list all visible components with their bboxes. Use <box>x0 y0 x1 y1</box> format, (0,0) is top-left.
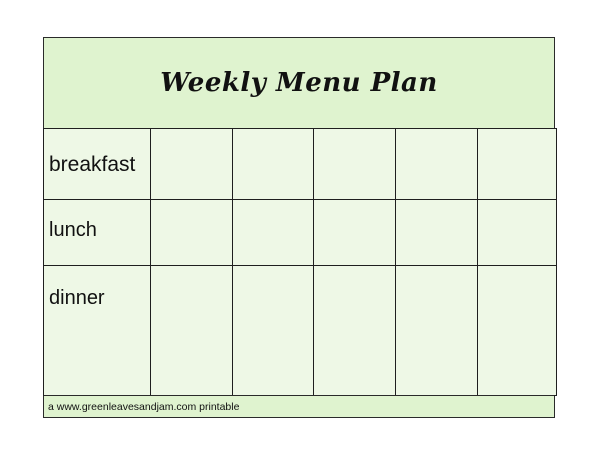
meal-cell <box>478 129 557 200</box>
meal-cell <box>478 266 557 396</box>
meal-cell <box>151 200 233 266</box>
meal-cell <box>396 200 478 266</box>
meal-cell <box>151 266 233 396</box>
menu-grid <box>43 128 557 396</box>
meal-cell <box>233 200 314 266</box>
meal-cell <box>151 129 233 200</box>
row-label-dinner: dinner <box>44 266 151 396</box>
meal-cell <box>233 266 314 396</box>
meal-cell <box>314 200 396 266</box>
meal-cell <box>314 266 396 396</box>
meal-cell <box>314 129 396 200</box>
table-row <box>44 129 557 200</box>
meal-cell <box>478 200 557 266</box>
footer-band <box>44 395 554 417</box>
footer-credit: a www.greenleavesandjam.com printable <box>48 400 240 413</box>
title-band <box>44 38 554 128</box>
table-row <box>44 266 557 396</box>
meal-cell <box>233 129 314 200</box>
meal-cell <box>396 266 478 396</box>
table-row <box>44 200 557 266</box>
meal-cell <box>396 129 478 200</box>
row-label-lunch: lunch <box>44 200 151 266</box>
row-label-breakfast: breakfast <box>44 129 151 200</box>
menu-plan-sheet <box>43 37 555 418</box>
page-title: Weekly Menu Plan <box>160 68 438 98</box>
